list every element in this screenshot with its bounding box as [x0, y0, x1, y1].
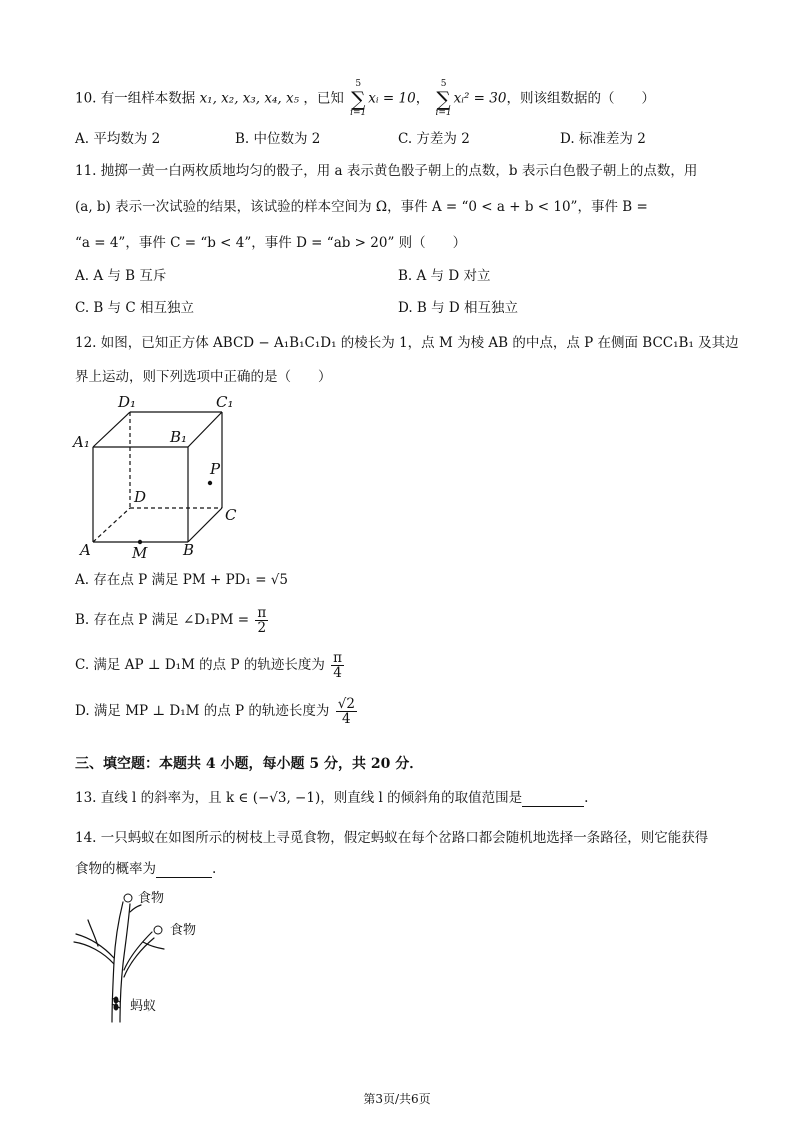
- tree-branch-right-1: [124, 938, 154, 977]
- fraction-denominator: 4: [342, 711, 351, 728]
- q12-line-1: 12. 如图，已知正方体 ABCD − A₁B₁C₁D₁ 的棱长为 1，点 M 为棱 AB 的中点，点 P 在侧面 BCC₁B₁ 及其边: [75, 335, 739, 351]
- q13-end: .: [584, 790, 589, 806]
- label-d: D: [134, 488, 147, 506]
- label-p: P: [210, 460, 221, 478]
- q10-given: ，已知: [303, 90, 344, 107]
- sigma-icon: ∑: [351, 87, 366, 111]
- point-p: [208, 481, 212, 485]
- edge-a1d1: [93, 412, 130, 447]
- q14-end: .: [212, 861, 217, 877]
- tree-branch-food1: [130, 905, 141, 912]
- label-c: C: [225, 506, 237, 524]
- q12-option-d-fraction: [336, 697, 357, 726]
- fraction-denominator: 4: [333, 665, 342, 682]
- q11-line-1: 11. 抛掷一黄一白两枚质地均匀的骰子，用 a 表示黄色骰子朝上的点数，b 表示白色骰子朝上的点数，用: [75, 163, 698, 179]
- page-number: 第3页/共6页: [363, 1092, 431, 1106]
- q10-vars: x₁, x₂, x₃, x₄, x₅: [199, 90, 300, 107]
- q11-line-2: (a, b) 表示一次试验的结果，该试验的样本空间为 Ω，事件 A = “0 < a + b < 10”，事件 B =: [75, 199, 648, 215]
- q10-option-c: C. 方差为 2: [398, 131, 470, 147]
- sum1-upper: 5: [355, 79, 362, 89]
- q12-option-c: [75, 651, 346, 680]
- q11-option-c: C. B 与 C 相互独立: [75, 300, 195, 316]
- edge-ad-hidden: [93, 508, 130, 542]
- section-title: 三、填空题：本题共 4 小题，每小题 5 分，共 20 分．: [75, 756, 424, 772]
- fraction-numerator: √2: [337, 696, 355, 712]
- q14-line-2-text: 食物的概率为: [75, 861, 156, 877]
- tree-branch-left-up: [88, 920, 98, 946]
- label-a: A: [80, 541, 91, 559]
- fraction-denominator: 2: [257, 620, 267, 637]
- fraction-numerator: π: [333, 650, 343, 666]
- q10-number: 10. 有一组样本数据: [75, 90, 196, 107]
- cube-figure: [70, 390, 250, 565]
- label-d1: D₁: [118, 393, 137, 411]
- q14-line-1: 14. 一只蚂蚁在如图所示的树枝上寻觅食物，假定蚂蚁在每个岔路口都会随机地选择一条路径，则它能获得: [75, 830, 709, 846]
- label-food-1: 食物: [138, 891, 165, 906]
- q13-answer-blank[interactable]: [522, 790, 584, 807]
- q11-option-b: B. A 与 D 对立: [398, 268, 491, 284]
- sum1-lower: i=1: [350, 108, 367, 118]
- label-b: B: [183, 541, 195, 559]
- q12-option-c-text: C. 满足 AP ⊥ D₁M 的点 P 的轨迹长度为: [75, 657, 325, 674]
- q11-line-3: “a = 4”，事件 C = “b < 4”，事件 D = “ab > 20” 则（ ）: [75, 235, 467, 251]
- q10-option-d: D. 标准差为 2: [560, 131, 646, 147]
- label-food-2: 食物: [170, 923, 197, 938]
- label-c1: C₁: [216, 393, 234, 411]
- label-b1: B₁: [170, 428, 188, 446]
- q13-stem: [75, 790, 588, 807]
- q12-option-b: [75, 606, 270, 635]
- label-a1: A₁: [73, 433, 90, 451]
- sum2-lower: i=1: [435, 108, 452, 118]
- q10-stem: [75, 80, 655, 118]
- tree-figure: [68, 882, 218, 1027]
- sum2-upper: 5: [440, 79, 447, 89]
- q10-sum1-term: xᵢ = 10: [368, 90, 416, 107]
- q12-option-b-fraction: [255, 606, 268, 635]
- tree-branch-right-2: [124, 932, 152, 970]
- q10-option-b: B. 中位数为 2: [235, 131, 321, 147]
- q10-option-a: A. 平均数为 2: [75, 131, 161, 147]
- label-ant: 蚂蚁: [130, 999, 157, 1014]
- fraction-numerator: π: [257, 605, 267, 621]
- q14-answer-blank[interactable]: [156, 861, 212, 878]
- q10-sep: ，: [415, 90, 430, 107]
- q12-option-d-text: D. 满足 MP ⊥ D₁M 的点 P 的轨迹长度为: [75, 703, 330, 720]
- q11-option-a: A. A 与 B 互斥: [75, 268, 167, 284]
- tree-branch-left-1: [74, 942, 114, 964]
- tree-trunk-right: [120, 904, 130, 1022]
- q11-option-d: D. B 与 D 相互独立: [398, 300, 519, 316]
- q12-line-2: 界上运动，则下列选项中正确的是（ ）: [75, 369, 332, 385]
- edge-b1c1: [188, 412, 222, 447]
- q10-sum2-term: xᵢ² = 30: [453, 90, 507, 107]
- q10-sum1: [350, 80, 366, 118]
- q14-line-2: [75, 861, 216, 878]
- food-icon: [124, 894, 132, 902]
- edge-bc: [188, 508, 222, 542]
- q13-text: 13. 直线 l 的斜率为，且 k ∈ (−√3, −1)，则直线 l 的倾斜角的取值范围是: [75, 790, 523, 806]
- q12-option-a: A. 存在点 P 满足 PM + PD₁ = √5: [75, 572, 288, 588]
- sigma-icon: ∑: [436, 87, 451, 111]
- label-m: M: [132, 544, 148, 562]
- q12-option-d: [75, 697, 359, 726]
- q10-sum2: [435, 80, 451, 118]
- food-icon: [154, 926, 162, 934]
- ant-icon: [112, 997, 120, 1010]
- q12-option-c-fraction: [331, 651, 344, 680]
- q12-option-b-text: B. 存在点 P 满足 ∠D₁PM =: [75, 612, 250, 629]
- q10-tail: ，则该组数据的（ ）: [506, 90, 655, 107]
